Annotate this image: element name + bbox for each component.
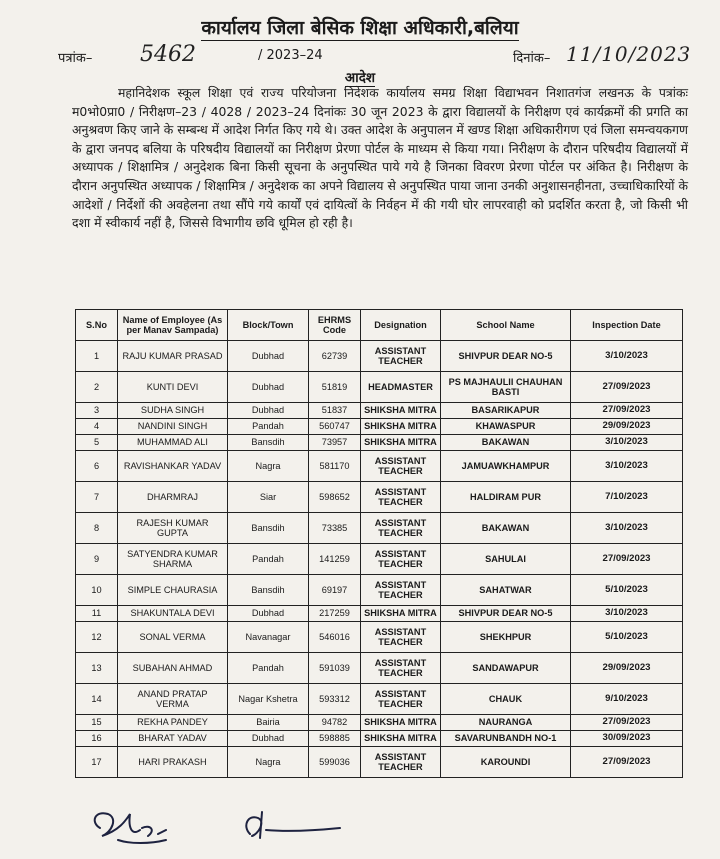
cell-designation: ASSISTANT TEACHER [361, 575, 441, 606]
cell-date: 7/10/2023 [571, 482, 683, 513]
cell-school: KAROUNDI [441, 747, 571, 778]
cell-school: SHIVPUR DEAR NO-5 [441, 606, 571, 622]
table-row [76, 684, 683, 715]
cell-school: BAKAWAN [441, 513, 571, 544]
signatures [70, 800, 370, 850]
cell-school: CHAUK [441, 684, 571, 715]
cell-designation: ASSISTANT TEACHER [361, 747, 441, 778]
date-label: दिनांक– [513, 51, 551, 66]
table-row [76, 747, 683, 778]
cell-date: 27/09/2023 [571, 544, 683, 575]
cell-name: SIMPLE CHAURASIA [118, 575, 228, 606]
signature-1 [95, 813, 166, 843]
cell-block: Pandah [228, 544, 309, 575]
cell-ehrms: 73957 [309, 435, 361, 451]
cell-date: 3/10/2023 [571, 435, 683, 451]
cell-designation: ASSISTANT TEACHER [361, 513, 441, 544]
cell-sno: 17 [76, 747, 118, 778]
date-handwritten: 11/10/2023 [566, 42, 692, 66]
cell-date: 27/09/2023 [571, 715, 683, 731]
cell-school: SHEKHPUR [441, 622, 571, 653]
cell-date: 5/10/2023 [571, 575, 683, 606]
cell-sno: 9 [76, 544, 118, 575]
cell-name: ANAND PRATAP VERMA [118, 684, 228, 715]
cell-sno: 2 [76, 372, 118, 403]
cell-name: RAJESH KUMAR GUPTA [118, 513, 228, 544]
table-row [76, 341, 683, 372]
ref-label: पत्रांक– [58, 51, 93, 66]
cell-ehrms: 598885 [309, 731, 361, 747]
cell-school: SAVARUNBANDH NO-1 [441, 731, 571, 747]
cell-ehrms: 217259 [309, 606, 361, 622]
cell-designation: SHIKSHA MITRA [361, 606, 441, 622]
order-body: महानिदेशक स्कूल शिक्षा एवं राज्य परियोजना निदेशक कार्यालय समग्र शिक्षा विद्याभवन निशातगंज लखनऊ के पत्रांकः म0भो0प्रा0 / निरीक्षण–23 / 4028 / 2023–24 दिनांकः 30 जून 2023 के द्वारा विद्यालयों के निरीक्षण एवं कार्यक्रमों की प्रगति का अनुश्रवण किए जाने के सम्बन्ध में आदेश निर्गत किए गये थे। उक्त आदेश के अनुपालन में खण्ड शिक्षा अधिकारीगण एवं जिला समन्वयकगण के द्वारा जनपद बलिया के परिषदीय विद्यालयों का निरीक्षण प्रेरणा पोर्टल के माध्यम से किया गया। निरीक्षण के दौरान परिषदीय विद्यालयों में अध्यापक / शिक्षामित्र / अनुदेशक बिना किसी सूचना के अनुपस्थित पाये गये है जिनका विवरण प्रेरणा पोर्टल पर अंकित है। निरीक्षण के दौरान अनुपस्थित अध्यापक / शिक्षामित्र / अनुदेशक का अपने विद्यालय से अनुपस्थित पाया जाना उनकी अनुशासनहीनता, उच्चाधिकारियों के आदेशों / निर्देशों की अवहेलना तथा सौंपे गये कार्यों एवं दायित्वों के निर्वहन में की गयी घोर लापरवाही को प्रदर्शित करता है, जो किसी भी दशा में स्वीकार्य नहीं है, जिससे विभागीय छवि धूमिल हो रही है। [72, 85, 688, 231]
cell-sno: 4 [76, 419, 118, 435]
table-row [76, 622, 683, 653]
table-row [76, 606, 683, 622]
cell-sno: 1 [76, 341, 118, 372]
cell-school: NAURANGA [441, 715, 571, 731]
cell-school: KHAWASPUR [441, 419, 571, 435]
cell-name: SONAL VERMA [118, 622, 228, 653]
cell-block: Dubhad [228, 403, 309, 419]
cell-designation: SHIKSHA MITRA [361, 419, 441, 435]
cell-name: HARI PRAKASH [118, 747, 228, 778]
cell-ehrms: 141259 [309, 544, 361, 575]
cell-ehrms: 599036 [309, 747, 361, 778]
cell-name: SUBAHAN AHMAD [118, 653, 228, 684]
ref-number-handwritten: 5462 [140, 42, 196, 67]
cell-designation: ASSISTANT TEACHER [361, 622, 441, 653]
cell-ehrms: 51837 [309, 403, 361, 419]
cell-date: 29/09/2023 [571, 419, 683, 435]
cell-school: SAHATWAR [441, 575, 571, 606]
signature-2 [246, 812, 340, 838]
table-row [76, 653, 683, 684]
table-row [76, 372, 683, 403]
order-heading: आदेश [344, 70, 376, 86]
cell-name: SUDHA SINGH [118, 403, 228, 419]
table-row [76, 575, 683, 606]
cell-date: 30/09/2023 [571, 731, 683, 747]
cell-designation: ASSISTANT TEACHER [361, 684, 441, 715]
cell-block: Siar [228, 482, 309, 513]
cell-block: Pandah [228, 653, 309, 684]
table-row [76, 435, 683, 451]
header-block: Block/Town [228, 310, 309, 341]
cell-ehrms: 73385 [309, 513, 361, 544]
cell-block: Bansdih [228, 513, 309, 544]
cell-school: BAKAWAN [441, 435, 571, 451]
cell-school: HALDIRAM PUR [441, 482, 571, 513]
header-designation: Designation [361, 310, 441, 341]
table-body [76, 341, 683, 778]
cell-sno: 10 [76, 575, 118, 606]
cell-school: BASARIKAPUR [441, 403, 571, 419]
cell-ehrms: 546016 [309, 622, 361, 653]
cell-sno: 8 [76, 513, 118, 544]
cell-sno: 6 [76, 451, 118, 482]
cell-date: 3/10/2023 [571, 606, 683, 622]
cell-sno: 12 [76, 622, 118, 653]
cell-school: SANDAWAPUR [441, 653, 571, 684]
cell-block: Dubhad [228, 372, 309, 403]
cell-designation: HEADMASTER [361, 372, 441, 403]
cell-designation: SHIKSHA MITRA [361, 715, 441, 731]
cell-block: Nagar Kshetra [228, 684, 309, 715]
ref-year: / 2023–24 [258, 48, 323, 63]
cell-designation: ASSISTANT TEACHER [361, 482, 441, 513]
header-date: Inspection Date [571, 310, 683, 341]
cell-date: 5/10/2023 [571, 622, 683, 653]
cell-date: 27/09/2023 [571, 403, 683, 419]
cell-sno: 16 [76, 731, 118, 747]
reference-row [58, 42, 698, 68]
cell-block: Pandah [228, 419, 309, 435]
cell-ehrms: 581170 [309, 451, 361, 482]
cell-block: Navanagar [228, 622, 309, 653]
cell-block: Nagra [228, 747, 309, 778]
cell-date: 27/09/2023 [571, 372, 683, 403]
cell-sno: 7 [76, 482, 118, 513]
cell-date: 3/10/2023 [571, 341, 683, 372]
cell-ehrms: 51819 [309, 372, 361, 403]
cell-block: Bansdih [228, 435, 309, 451]
cell-sno: 5 [76, 435, 118, 451]
cell-designation: SHIKSHA MITRA [361, 435, 441, 451]
cell-date: 27/09/2023 [571, 747, 683, 778]
cell-school: SAHULAI [441, 544, 571, 575]
cell-ehrms: 560747 [309, 419, 361, 435]
table-row [76, 403, 683, 419]
cell-designation: ASSISTANT TEACHER [361, 451, 441, 482]
cell-date: 3/10/2023 [571, 513, 683, 544]
cell-name: MUHAMMAD ALI [118, 435, 228, 451]
cell-sno: 3 [76, 403, 118, 419]
cell-sno: 14 [76, 684, 118, 715]
cell-name: BHARAT YADAV [118, 731, 228, 747]
table-row [76, 482, 683, 513]
cell-name: DHARMRAJ [118, 482, 228, 513]
cell-ehrms: 598652 [309, 482, 361, 513]
cell-ehrms: 593312 [309, 684, 361, 715]
table-row [76, 451, 683, 482]
cell-ehrms: 94782 [309, 715, 361, 731]
cell-name: KUNTI DEVI [118, 372, 228, 403]
table-row [76, 544, 683, 575]
table-row [76, 419, 683, 435]
cell-ehrms: 591039 [309, 653, 361, 684]
cell-block: Bairia [228, 715, 309, 731]
cell-date: 29/09/2023 [571, 653, 683, 684]
cell-ehrms: 62739 [309, 341, 361, 372]
cell-designation: SHIKSHA MITRA [361, 403, 441, 419]
absent-employee-table [75, 309, 683, 778]
cell-school: SHIVPUR DEAR NO-5 [441, 341, 571, 372]
cell-name: RAJU KUMAR PRASAD [118, 341, 228, 372]
cell-name: REKHA PANDEY [118, 715, 228, 731]
cell-block: Dubhad [228, 341, 309, 372]
table-header-row [76, 310, 683, 341]
cell-designation: ASSISTANT TEACHER [361, 544, 441, 575]
cell-name: SATYENDRA KUMAR SHARMA [118, 544, 228, 575]
cell-sno: 13 [76, 653, 118, 684]
cell-school: PS MAJHAULII CHAUHAN BASTI [441, 372, 571, 403]
cell-sno: 11 [76, 606, 118, 622]
cell-designation: ASSISTANT TEACHER [361, 341, 441, 372]
table-row [76, 715, 683, 731]
cell-ehrms: 69197 [309, 575, 361, 606]
cell-block: Nagra [228, 451, 309, 482]
cell-school: JAMUAWKHAMPUR [441, 451, 571, 482]
cell-designation: ASSISTANT TEACHER [361, 653, 441, 684]
cell-block: Dubhad [228, 731, 309, 747]
office-title: कार्यालय जिला बेसिक शिक्षा अधिकारी,बलिया [201, 17, 519, 39]
cell-name: RAVISHANKAR YADAV [118, 451, 228, 482]
cell-sno: 15 [76, 715, 118, 731]
cell-date: 3/10/2023 [571, 451, 683, 482]
header-school: School Name [441, 310, 571, 341]
header-sno: S.No [76, 310, 118, 341]
cell-block: Bansdih [228, 575, 309, 606]
header-name: Name of Employee (As per Manav Sampada) [118, 310, 228, 341]
table-row [76, 731, 683, 747]
table-row [76, 513, 683, 544]
header-ehrms: EHRMS Code [309, 310, 361, 341]
cell-designation: SHIKSHA MITRA [361, 731, 441, 747]
cell-name: SHAKUNTALA DEVI [118, 606, 228, 622]
cell-block: Dubhad [228, 606, 309, 622]
cell-name: NANDINI SINGH [118, 419, 228, 435]
cell-date: 9/10/2023 [571, 684, 683, 715]
